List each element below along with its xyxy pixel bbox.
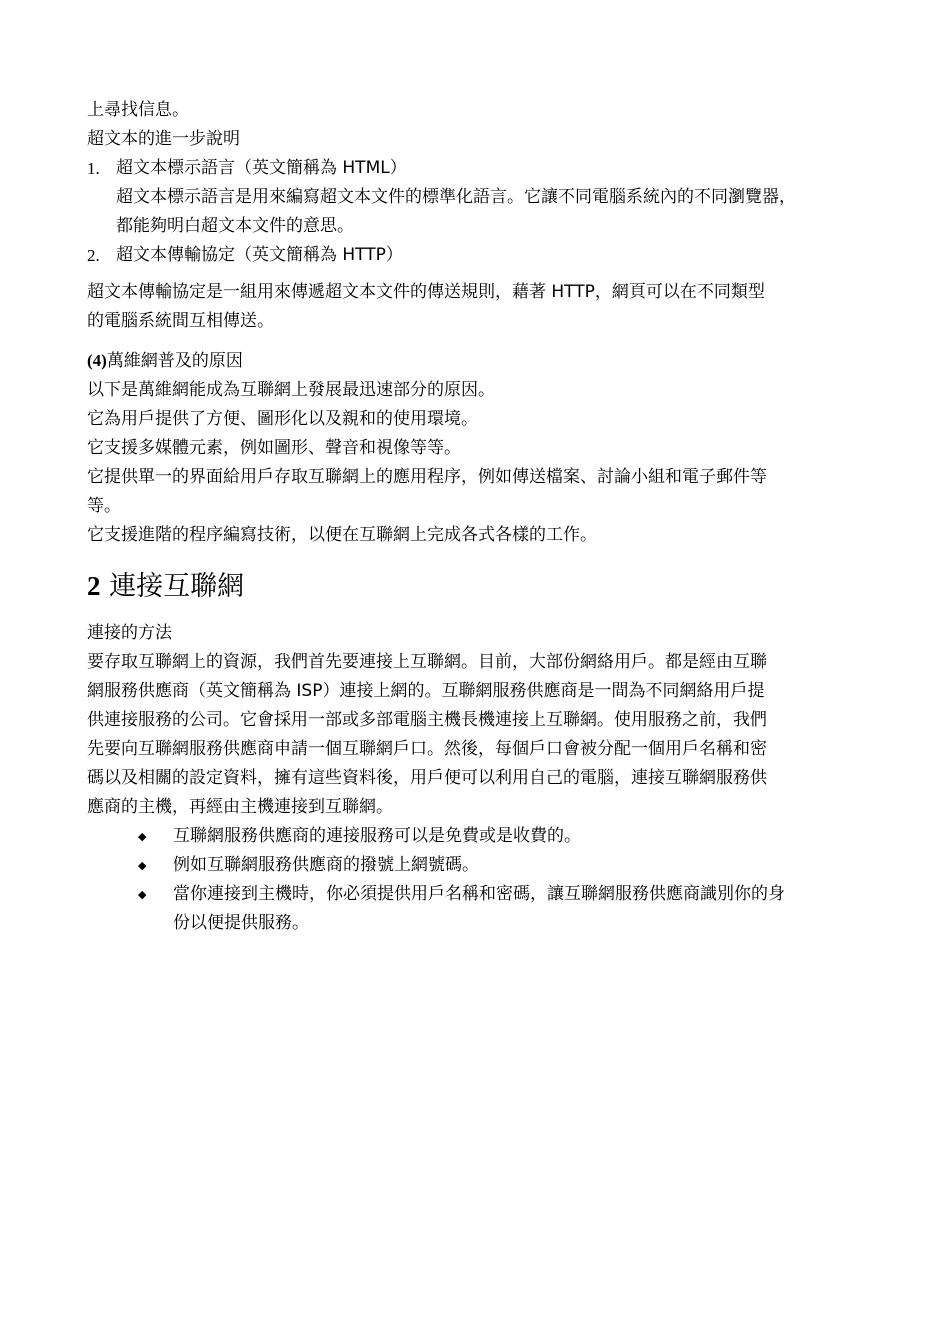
section-number: 2 xyxy=(87,571,101,601)
list-item-text: 份以便提供服務。 xyxy=(173,913,309,933)
diamond-bullet-icon: ◆ xyxy=(138,888,147,901)
diamond-bullet-icon: ◆ xyxy=(138,859,147,872)
popularity-line: 它提供單一的界面給用戶存取互聯網上的應用程序，例如傳送檔案、討論小組和電子郵件等 xyxy=(87,467,767,487)
paragraph-line: 碼以及相關的設定資料，擁有這些資料後，用戶便可以利用自己的電腦，連接互聯網服務供 xyxy=(87,768,767,788)
list-item xyxy=(87,822,887,851)
item-number: 2. xyxy=(87,246,100,265)
paragraph-line: 先要向互聯網服務供應商申請一個互聯網戶口。然後，每個戶口會被分配一個用戶名稱和密 xyxy=(87,739,767,759)
popularity-line: 它為用戶提供了方便、圖形化以及親和的使用環境。 xyxy=(87,409,478,429)
popularity-prefix: (4) xyxy=(87,351,107,370)
numbered-item-html xyxy=(87,154,887,241)
paragraph-line: 超文本傳輸協定是一組用來傳遞超文本文件的傳送規則，藉著 HTTP，網頁可以在不同類型 xyxy=(87,282,765,302)
popularity-heading xyxy=(87,346,887,376)
section-title: 連接互聯網 xyxy=(100,571,245,602)
paragraph-line: 應商的主機，再經由主機連接到互聯網。 xyxy=(87,797,393,817)
paragraph-line: 要存取互聯網上的資源，我們首先要連接上互聯網。目前，大部份網絡用戶。都是經由互聯 xyxy=(87,652,767,672)
item-description-line: 都能夠明白超文本文件的意思。 xyxy=(116,216,354,236)
paragraph-line: 供連接服務的公司。它會採用一部或多部電腦主機長機連接上互聯網。使用服務之前，我們 xyxy=(87,710,767,730)
popularity-heading-text: 萬維網普及的原因 xyxy=(106,351,243,371)
paragraph-line: 網服務供應商（英文簡稱為 ISP）連接上網的。互聯網服務供應商是一間為不同網絡用戶提 xyxy=(87,681,765,701)
diamond-bullet-icon: ◆ xyxy=(138,830,147,843)
list-item xyxy=(87,851,887,880)
popularity-line: 它支援進階的程序編寫技術，以便在互聯網上完成各式各樣的工作。 xyxy=(87,525,597,545)
item-title-http: 超文本傳輸協定（英文簡稱為 HTTP） xyxy=(116,245,403,265)
numbered-item-http xyxy=(87,241,887,270)
popularity-line: 等。 xyxy=(87,496,121,516)
http-paragraph xyxy=(87,278,887,336)
list-item-text: 例如互聯網服務供應商的撥號上網號碼。 xyxy=(173,855,479,875)
item-number: 1. xyxy=(87,159,100,178)
subheading-hypertext-explanation: 超文本的進一步說明 xyxy=(87,129,240,149)
popularity-line: 它支援多媒體元素，例如圖形、聲音和視像等等。 xyxy=(87,438,461,458)
item-description-line: 超文本標示語言是用來編寫超文本文件的標準化語言。它讓不同電腦系統內的不同瀏覽器， xyxy=(116,187,796,207)
item-title-html: 超文本標示語言（英文簡稱為 HTML） xyxy=(116,158,407,178)
list-item xyxy=(87,880,887,938)
bullet-list xyxy=(87,822,887,938)
document-page xyxy=(87,96,887,938)
subheading-connection-methods: 連接的方法 xyxy=(87,623,172,643)
section-heading-connect-internet xyxy=(87,568,887,605)
continued-text: 上尋找信息。 xyxy=(87,100,189,120)
list-item-text: 互聯網服務供應商的連接服務可以是免費或是收費的。 xyxy=(173,826,581,846)
paragraph-line: 的電腦系統間互相傳送。 xyxy=(87,311,274,331)
list-item-text: 當你連接到主機時，你必須提供用戶名稱和密碼，讓互聯網服務供應商識別你的身 xyxy=(173,884,785,904)
connection-paragraph xyxy=(87,648,887,822)
popularity-line: 以下是萬維網能成為互聯網上發展最迅速部分的原因。 xyxy=(87,380,495,400)
popularity-section xyxy=(87,346,887,550)
